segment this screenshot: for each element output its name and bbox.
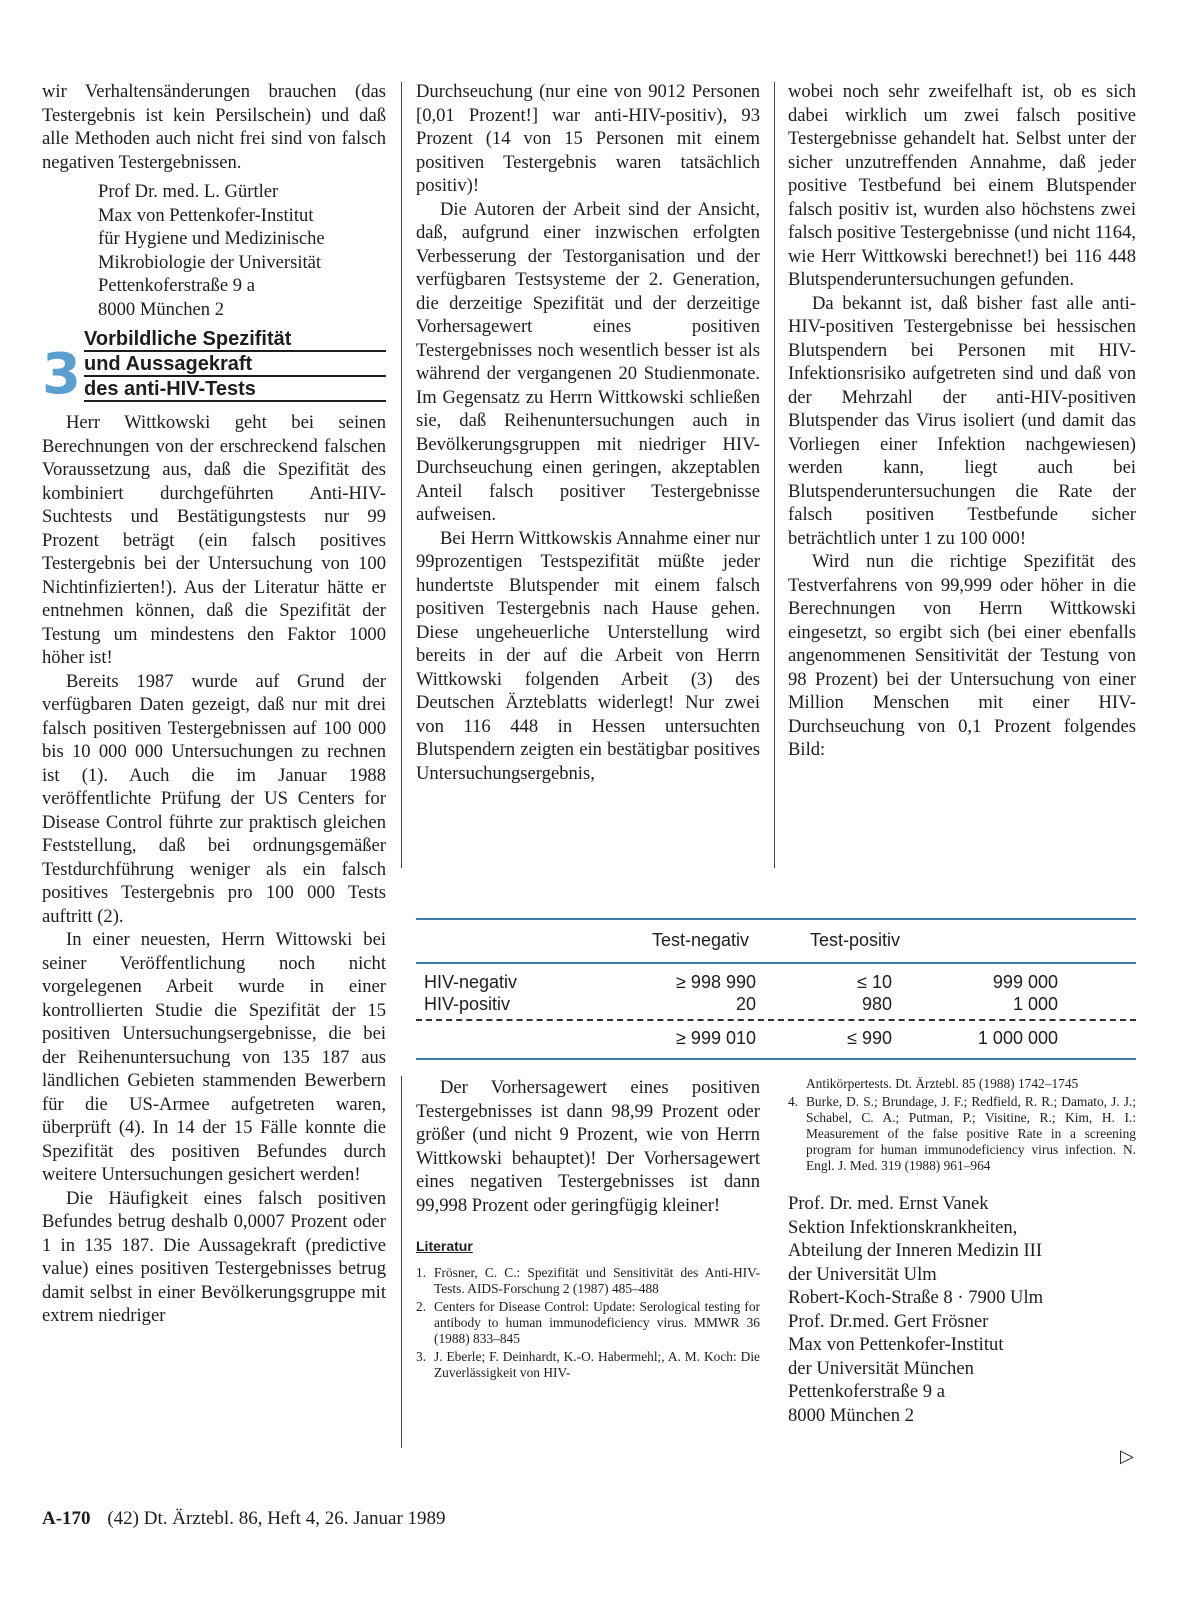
- column-2-lower: [416, 1076, 760, 1383]
- paragraph: Die Autoren der Arbeit sind der Ansicht, daß, aufgrund einer inzwischen erfolgten Verbesserung der Testorganisation und der verfügbaren Testsysteme der 2. Generation, die derzeitige Spezifität und der derzeitige Vorhersagewert eines positiven Testergebnisses noch wesentlich besser ist als während der vergangenen 20 Studienmonate. Im Gegensatz zu Herrn Wittkowski schließen sie, daß Reihenuntersuchungen auch in Bevölkerungsgruppen mit niedriger HIV-Durchseuchung einen geringen, akzeptablen Anteil falsch positiver Testergebnisse aufweisen.: [416, 198, 760, 525]
- table-bottom-rule: [416, 1058, 1136, 1060]
- author-line: Prof. Dr.med. Gert Frösner: [788, 1310, 989, 1332]
- column-3: [788, 80, 1136, 762]
- paragraph: In einer neuesten, Herrn Wittowski bei seiner Veröffentlichung noch nicht vorgelegenen Arbeit wurde in einer kontrollierten Studie die Spezifität der 15 positiven Untersuchungsergebnisse, die bei der Reihenuntersuchung von 135 187 aus ländlichen Gebieten stammenden Bewerbern für die US-Armee aufgetreten waren, überprüft (4). In 14 der 15 Fälle konnte die Spezifität des positiven Befundes durch weitere Untersuchungen gesichert werden!: [42, 929, 386, 1185]
- table-cell: 1 000: [1012, 994, 1058, 1014]
- author-line: Robert-Koch-Straße 8 · 7900 Ulm: [788, 1287, 1044, 1308]
- author-line: Max von Pettenkofer-Institut: [788, 1334, 1004, 1355]
- column-divider: [401, 1076, 402, 1448]
- table-total-cell: ≤ 990: [847, 1028, 892, 1048]
- page-footer: [42, 1508, 446, 1530]
- reference-item: [416, 1299, 760, 1347]
- column-3-lower: [788, 1076, 1136, 1427]
- table-dashed-rule: [416, 1019, 1136, 1021]
- heading-line: des anti-HIV-Tests: [84, 378, 256, 400]
- table-total-cell: ≥ 999 010: [676, 1028, 756, 1048]
- continue-arrow-icon: ▷: [1120, 1446, 1134, 1466]
- reference-continuation: Antikörpertests. Dt. Ärztebl. 85 (1988) 1742–1745: [806, 1076, 1079, 1091]
- heading-line: und Aussagekraft: [84, 353, 253, 375]
- column-2: [416, 80, 760, 785]
- table-top-rule: [416, 918, 1136, 920]
- paragraph: Bei Herrn Wittkowskis Annahme einer nur 99prozentigen Testspezifität müßte jeder hundertste Blutspender mit einem falsch positiven Testergebnis nach Hause gehen. Diese ungeheuerliche Unterstellung wird bereits in der auf die Arbeit von Herrn Wittkowski folgenden Arbeit (3) des Deutschen Ärzteblatts widerlegt! Nur zwei von 116 448 in Hessen untersuchten Blutspendern zeigten ein bestätigbar positives Untersuchungsergebnis,: [416, 527, 760, 784]
- section-number: 3: [42, 342, 81, 407]
- address-line: Pettenkoferstraße 9 a: [98, 275, 255, 296]
- reference-number: 1.: [416, 1264, 427, 1280]
- author-block: [788, 1192, 1136, 1427]
- reference-item: [416, 1349, 760, 1381]
- reference-number: 2.: [416, 1298, 427, 1314]
- literature-heading: Literatur: [416, 1238, 473, 1254]
- author-line: Sektion Infektionskrankheiten,: [788, 1216, 1018, 1238]
- paragraph: Wird nun die richtige Spezifität des Testverfahrens von 99,999 oder höher in die Berechnungen von Herrn Wittkowski eingesetzt, so ergibt sich (bei einer ebenfalls angenommenen Sensitivität der Testung von 98 Prozent) bei der Untersuchung von einer Million Menschen mit einer HIV-Durchseuchung von 0,1 Prozent folgendes Bild:: [788, 551, 1136, 760]
- section-heading: [42, 327, 386, 407]
- address-line: 8000 München 2: [98, 298, 225, 320]
- table-cell: ≤ 10: [857, 972, 892, 992]
- reference-text: Burke, D. S.; Brundage, J. F.; Redfield, R. R.; Damato, J. J.; Schabel, C. A.; Putman, P.; Visitine, R.; Kim, H. I.: Measurement of the false positive Rate in a screening program for human immunodeficiency virus infection. N. Engl. J. Med. 319 (1988) 961–964: [806, 1094, 1136, 1173]
- column-divider: [774, 82, 775, 868]
- column-divider: [401, 82, 402, 868]
- address-line: Mikrobiologie der Universität: [98, 251, 322, 273]
- heading-rule: [84, 400, 386, 402]
- journal-citation: (42) Dt. Ärztebl. 86, Heft 4, 26. Januar 1989: [107, 1508, 446, 1529]
- reference-text: J. Eberle; F. Deinhardt, K.-O. Habermehl;, A. M. Koch: Die Zuverlässigkeit von HIV-: [434, 1348, 760, 1380]
- paragraph: Bereits 1987 wurde auf Grund der verfügbaren Daten gezeigt, daß nur mit drei falsch positiven Testergebnissen auf 100 000 bis 10 000 000 Untersuchungen zu rechnen ist (1). Auch die im Januar 1988 veröffentlichte Prüfung der US Centers for Disease Control führte zur praktisch gleichen Feststellung, daß bei ordnungsgemäßer Testdurchführung weniger als ein falsch positives Testergebnis pro 100 000 Tests auftritt (2).: [42, 670, 386, 927]
- reference-item: [416, 1265, 760, 1297]
- paragraph: Die Häufigkeit eines falsch positiven Befundes betrug deshalb 0,0007 Prozent oder 1 in 135 187. Die Aussagekraft (predictive value) eines positiven Testergebnisses betrug damit selbst in einer Bevölkerungsgruppe mit extrem niedriger: [42, 1187, 386, 1326]
- reference-number: 4.: [788, 1094, 799, 1109]
- paragraph: Durchseuchung (nur eine von 9012 Personen [0,01 Prozent!] war anti-HIV-positiv), 93 Prozent (14 von 15 Personen mit einem positiven Testergebnis waren tatsächlich positiv)!: [416, 81, 760, 196]
- table-cell: 999 000: [992, 972, 1058, 992]
- reference-item: [788, 1094, 1136, 1174]
- address-line: Max von Pettenkofer-Institut: [98, 204, 314, 226]
- address-line: für Hygiene und Medizinische: [98, 228, 325, 249]
- table-header-rule: [416, 962, 1136, 964]
- author-address: [42, 180, 386, 321]
- reference-text: Frösner, C. C.: Spezifität und Sensitivität des Anti-HIV-Tests. AIDS-Forschung 2 (1987) 485–488: [434, 1264, 760, 1296]
- table-total-cell: 1 000 000: [977, 1028, 1058, 1048]
- paragraph: wobei noch sehr zweifelhaft ist, ob es sich dabei wirklich um zwei falsch positive Testergebnisse gehandelt hat. Selbst unter der sicher unzutreffenden Annahme, daß jeder positive Testbefund bei einem Blutspender falsch positiv ist, wurden also höchstens zwei falsch positive Testergebnisse (und nicht 1164, wie Herr Wittkowski berechnet!) bei 116 448 Blutspenderuntersuchungen gefunden.: [788, 81, 1136, 290]
- author-line: Prof. Dr. med. Ernst Vanek: [788, 1193, 989, 1214]
- paragraph: Herr Wittkowski geht bei seinen Berechnungen von der erschreckend falschen Voraussetzung aus, daß die Spezifität des kombiniert durchgeführten Anti-HIV-Suchtests und Bestätigungstests nur 99 Prozent beträgt (ein falsch positives Testergebnis bei der Untersuchung von 100 Nichtinfizierten!). Aus der Literatur hätte er entnehmen können, daß die Spezifität der Testung um mindestens den Faktor 1000 höher ist!: [42, 412, 386, 668]
- table-cell: 20: [735, 994, 756, 1014]
- reference-number: 3.: [416, 1348, 427, 1364]
- reference-text: Centers for Disease Control: Update: Serological testing for antibody to human immunodeficiency virus. MMWR 36 (1988) 833–845: [434, 1298, 760, 1346]
- address-line: Prof Dr. med. L. Gürtler: [98, 181, 279, 202]
- author-line: der Universität Ulm: [788, 1263, 937, 1285]
- author-line: der Universität München: [788, 1357, 974, 1379]
- paragraph: Da bekannt ist, daß bisher fast alle anti-HIV-positiven Testergebnisse bei hessischen Blutspendern bei Personen mit HIV-Infektionsrisiko aufgetreten sind und daß von der Mehrzahl der anti-HIV-positiven Blutspender das Virus isoliert (und damit das Vorliegen einer Infektion nachgewiesen) werden kann, liegt auch bei Blutspenderuntersuchungen die Rate der falsch positiven Testbefunde sicher beträchtlich unter 1 zu 100 000!: [788, 292, 1136, 549]
- column-header: Test-positiv: [810, 930, 901, 950]
- heading-line: Vorbildliche Spezifität: [84, 328, 292, 350]
- row-label: HIV-positiv: [424, 994, 511, 1014]
- column-header: Test-negativ: [652, 930, 750, 950]
- page-number: A-170: [42, 1508, 91, 1529]
- paragraph: wir Verhaltensänderungen brauchen (das Testergebnis ist kein Persilschein) und daß alle Methoden auch nicht frei sind von falsch negativen Testergebnissen.: [42, 81, 386, 173]
- row-label: HIV-negativ: [424, 972, 518, 992]
- column-1: [42, 80, 386, 1328]
- paragraph: Der Vorhersagewert eines positiven Testergebnisses ist dann 98,99 Prozent oder größer (und nicht 9 Prozent, wie von Herrn Wittkowski behauptet)! Der Vorhersagewert eines negativen Testergebnisses ist dann 99,998 Prozent oder geringfügig kleiner!: [416, 1077, 760, 1216]
- results-table: [416, 918, 1136, 1060]
- table-cell: 980: [861, 994, 892, 1014]
- author-line: Pettenkoferstraße 9 a: [788, 1381, 945, 1402]
- table-cell: ≥ 998 990: [676, 972, 756, 992]
- author-line: Abteilung der Inneren Medizin III: [788, 1240, 1043, 1261]
- author-line: 8000 München 2: [788, 1404, 915, 1426]
